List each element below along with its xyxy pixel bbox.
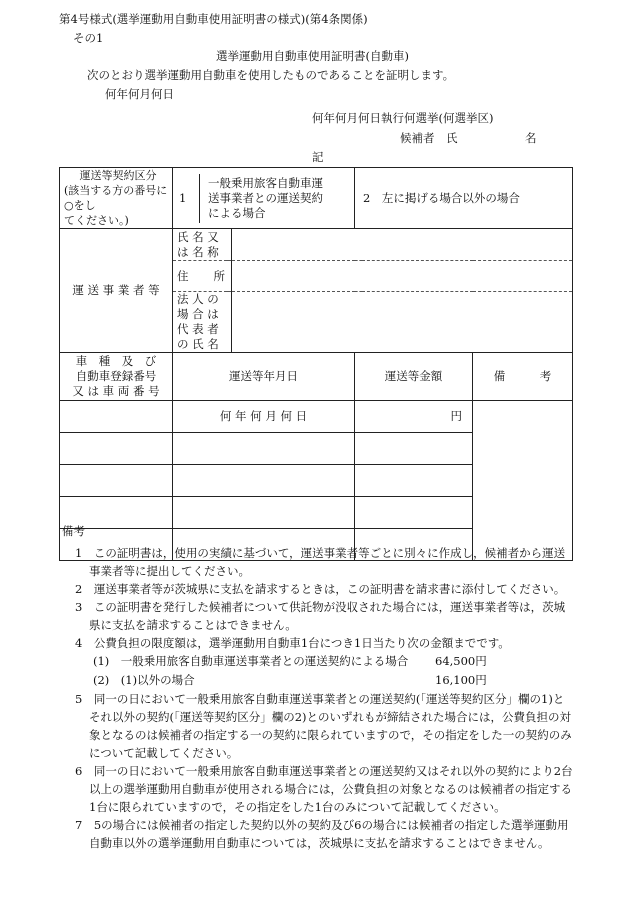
contract-label-line1: 運送等契約区分 bbox=[79, 169, 157, 182]
contract-label-line3: てください。) bbox=[64, 214, 129, 227]
amount-header: 運送等金額 bbox=[355, 353, 473, 401]
note-2: 2 運送事業者等が茨城県に支払を請求するときは，この証明書を請求書に添付してください。 bbox=[75, 582, 566, 596]
vehicle-header-1: 車 種 及 び bbox=[75, 354, 157, 368]
notes-section bbox=[59, 523, 574, 852]
candidate-name-label: 名 bbox=[525, 131, 537, 145]
note-4-sub-1 bbox=[59, 652, 574, 671]
representative-label-1: 法 人 の 場 合 は bbox=[177, 292, 219, 321]
option-1-line2: 送事業者との運送契約 bbox=[208, 190, 323, 205]
representative-label-2: 代 表 者 の 氏 名 bbox=[177, 322, 219, 351]
table-row bbox=[60, 401, 573, 433]
operator-name-label: 氏 名 又 は 名 称 bbox=[173, 229, 232, 261]
contract-label-line2: (該当する方の番号に○をし bbox=[64, 184, 168, 212]
operator-address-label bbox=[173, 261, 232, 292]
contract-row bbox=[60, 168, 573, 229]
note-7: 7 5の場合には候補者の指定した契約以外の契約及び6の場合には候補者の指定した選挙運動用自動車以外の選挙運動用自動車については，茨城県に支払を請求することはできません。 bbox=[75, 818, 569, 850]
remarks-header: 備 考 bbox=[473, 353, 573, 401]
note-6: 6 同一の日において一般乗用旅客自動車運送事業者との運送契約又はそれ以外の契約により2台以上の選挙運動用自動車が使用される場合には，公費負担の対象となるのは候補者の指定する1台に限られていますので，その指定をした1台のみについて記載してください。 bbox=[75, 764, 573, 814]
ki-label: 記 bbox=[312, 150, 324, 164]
candidate-label: 候補者 氏 bbox=[400, 131, 458, 145]
amount-cell[interactable] bbox=[355, 433, 473, 465]
certification-statement: 次のとおり選挙運動用自動車を使用したものであることを証明します。 bbox=[87, 68, 455, 82]
sub-1-label: (1) 一般乗用旅客自動車運送事業者との運送契約による場合 bbox=[93, 654, 409, 668]
note-5: 5 同一の日において一般乗用旅客自動車運送事業者との運送契約(「運送等契約区分」欄の1)とそれ以外の契約(「運送等契約区分」欄の2)とのいずれもが締結された場合には，公費負担の対象となるのは候補者の指定する一の契約に限られていますので，その指定をした一の契約のみについて記載してください。 bbox=[75, 692, 572, 760]
certificate-table bbox=[59, 167, 573, 561]
vehicle-cell[interactable] bbox=[60, 465, 173, 497]
date-cell[interactable] bbox=[173, 433, 355, 465]
election-name: 何年何月何日執行何選挙(何選挙区) bbox=[312, 111, 494, 125]
sub-2-label: (2) (1)以外の場合 bbox=[93, 673, 195, 687]
contract-option-1[interactable] bbox=[173, 168, 355, 229]
date-header: 運送等年月日 bbox=[173, 353, 355, 401]
column-header-row bbox=[60, 353, 573, 401]
address-label-1: 住 bbox=[177, 268, 189, 283]
representative-field[interactable] bbox=[232, 292, 573, 353]
form-part: その1 bbox=[73, 31, 104, 45]
date-cell[interactable] bbox=[173, 465, 355, 497]
note-4: 4 公費負担の限度額は，選挙運動用自動車1台につき1日当たり次の金額までです。 bbox=[75, 636, 510, 650]
address-label-2: 所 bbox=[213, 268, 225, 283]
note-1: 1 この証明書は，使用の実績に基づいて，運送事業者等ごとに別々に作成し，候補者から運送事業者等に提出してください。 bbox=[75, 546, 566, 578]
operator-label: 運 送 事 業 者 等 bbox=[60, 229, 173, 353]
note-4-sub-2 bbox=[59, 671, 574, 690]
vehicle-cell[interactable] bbox=[60, 401, 173, 433]
vehicle-header-3: 又 は 車 両 番 号 bbox=[72, 384, 160, 398]
vehicle-cell[interactable] bbox=[60, 433, 173, 465]
page-title: 選挙運動用自動車使用証明書(自動車) bbox=[216, 49, 409, 63]
notes-heading: 備考 bbox=[62, 524, 85, 538]
amount-cell[interactable]: 円 bbox=[355, 401, 473, 433]
contract-type-label bbox=[60, 168, 173, 229]
contract-option-2[interactable]: 2 左に掲げる場合以外の場合 bbox=[355, 168, 573, 229]
amount-cell[interactable] bbox=[355, 465, 473, 497]
operator-name-field[interactable] bbox=[232, 229, 573, 261]
sub-1-amount: 64,500円 bbox=[435, 654, 487, 668]
vehicle-header-2: 自動車登録番号 bbox=[75, 369, 157, 383]
representative-label bbox=[173, 292, 232, 353]
form-number: 第4号様式(選挙運動用自動車使用証明書の様式)(第4条関係) bbox=[59, 12, 368, 26]
option-1-number: 1 bbox=[179, 190, 187, 205]
option-1-line3: による場合 bbox=[208, 205, 266, 220]
option-1-line1: 一般乗用旅客自動車運 bbox=[208, 175, 323, 190]
vehicle-header bbox=[60, 353, 173, 401]
operator-address-field[interactable] bbox=[232, 261, 573, 292]
sub-2-amount: 16,100円 bbox=[435, 673, 487, 687]
certificate-date: 何年何月何日 bbox=[105, 87, 174, 101]
date-cell[interactable]: 何 年 何 月 何 日 bbox=[173, 401, 355, 433]
note-3: 3 この証明書を発行した候補者について供託物が没収された場合には，運送事業者等は，茨城県に支払を請求することはできません。 bbox=[75, 600, 566, 632]
